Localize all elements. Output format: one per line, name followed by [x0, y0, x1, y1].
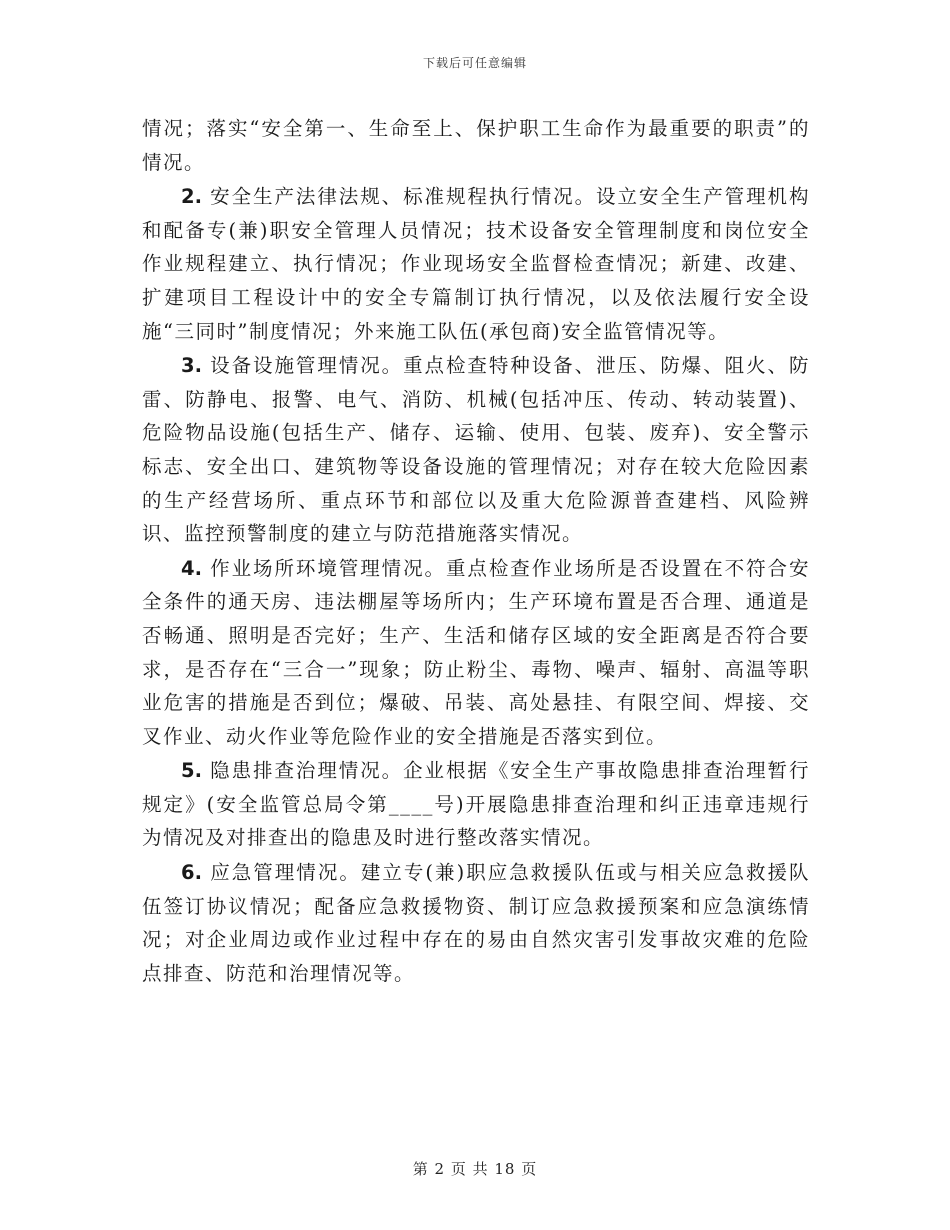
paragraph-text: 安全生产法律法规、标准规程执行情况。设立安全生产管理机构和配备专(兼)职安全管理人员情况；技术设备安全管理制度和岗位安全作业规程建立、执行情况；作业现场安全监督检查情况；新建、改建、扩建项目工程设计中的安全专篇制订执行情况，以及依法履行安全设施“三同时”制度情况；外来施工队伍(承包商)安全监管情况等。 — [142, 185, 810, 343]
paragraph-item-2 — [142, 180, 810, 348]
paragraph-text: 作业场所环境管理情况。重点检查作业场所是否设置在不符合安全条件的通天房、违法棚屋等场所内；生产环境布置是否合理、通道是否畅通、照明是否完好；生产、生活和储存区域的安全距离是否符合要求，是否存在“三合一”现象；防止粉尘、毒物、噪声、辐射、高温等职业危害的措施是否到位；爆破、吊装、高处悬挂、有限空间、焊接、交叉作业、动火作业等危险作业的安全措施是否落实到位。 — [142, 556, 810, 748]
paragraph-item-5 — [142, 754, 810, 855]
paragraph-text: 隐患排查治理情况。企业根据《安全生产事故隐患排查治理暂行规定》(安全监管总局令第____号)开展隐患排查治理和纠正违章违规行为情况及对排查出的隐患及时进行整改落实情况。 — [142, 759, 810, 850]
page-header: 下载后可任意编辑 — [422, 56, 527, 70]
paragraph-continuation — [142, 112, 810, 179]
item-number: 5. — [181, 759, 202, 783]
paragraph-item-4 — [142, 552, 810, 754]
paragraph-text: 情况；落实“安全第一、生命至上、保护职工生命作为最重要的职责”的情况。 — [142, 117, 810, 174]
item-number: 6. — [181, 861, 202, 885]
item-number: 4. — [181, 556, 202, 580]
paragraph-text: 应急管理情况。建立专(兼)职应急救援队伍或与相关应急救援队伍签订协议情况；配备应急救援物资、制订应急救援预案和应急演练情况；对企业周边或作业过程中存在的易由自然灾害引发事故灾难的危险点排查、防范和治理情况等。 — [142, 861, 811, 985]
paragraph-item-6 — [142, 856, 810, 990]
document-body — [142, 112, 810, 991]
paragraph-text: 设备设施管理情况。重点检查特种设备、泄压、防爆、阻火、防雷、防静电、报警、电气、消防、机械(包括冲压、传动、转动装置)、危险物品设施(包括生产、储存、运输、使用、包装、废弃)、安全警示标志、安全出口、建筑物等设备设施的管理情况；对存在较大危险因素的生产经营场所、重点环节和部位以及重大危险源普查建档、风险辨识、监控预警制度的建立与防范措施落实情况。 — [142, 354, 810, 546]
page-footer: 第 2 页 共 18 页 — [412, 1160, 538, 1178]
item-number: 2. — [181, 185, 202, 209]
paragraph-item-3 — [142, 349, 810, 551]
item-number: 3. — [181, 354, 202, 378]
